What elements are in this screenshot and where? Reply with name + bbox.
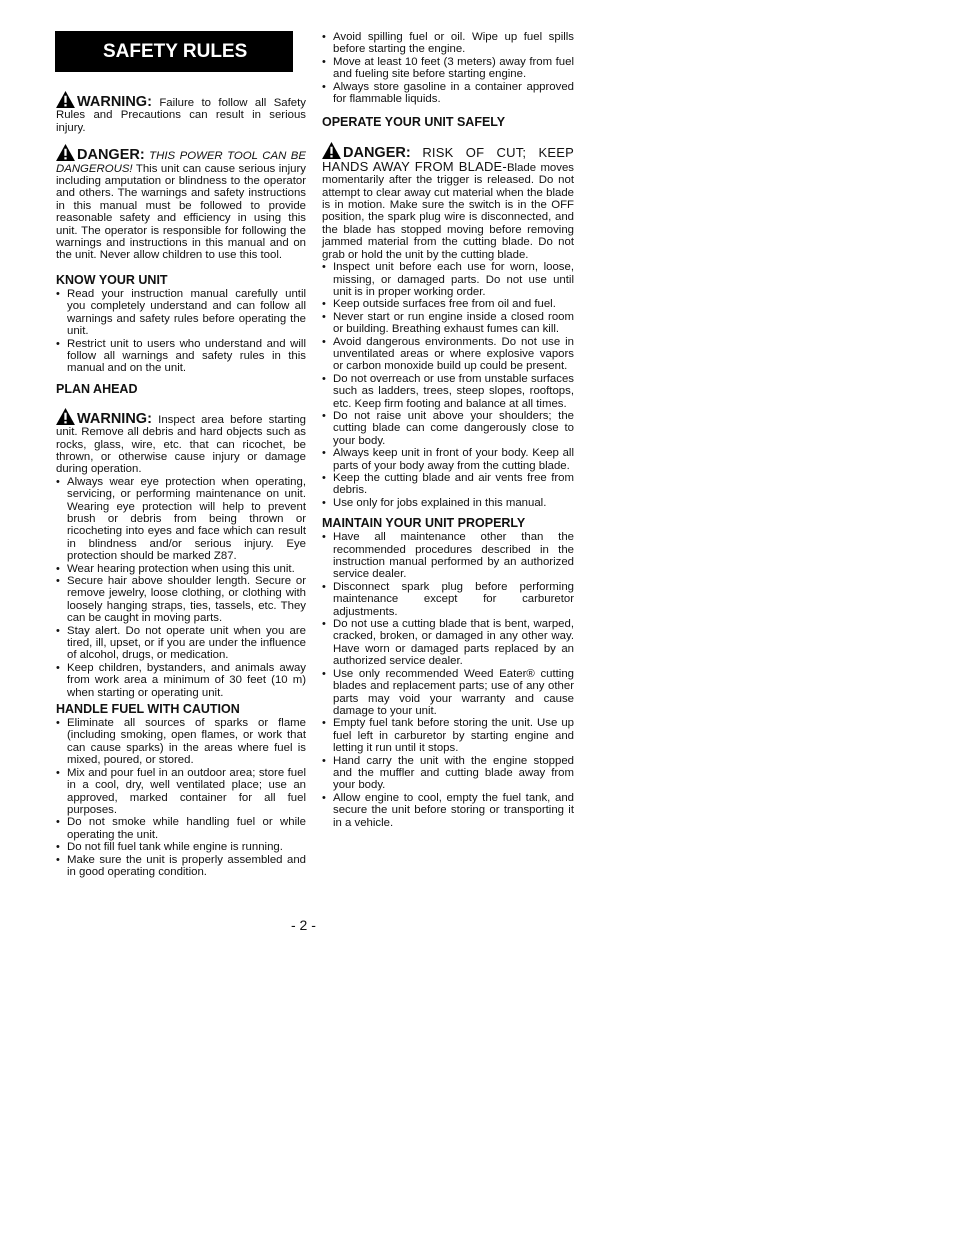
warning-triangle-icon bbox=[56, 408, 75, 425]
warning-triangle-icon bbox=[56, 91, 75, 108]
list-item: • Do not use a cutting blade that is bent, warped, cracked, broken, or damaged in any other way. Have worn or damaged parts replaced by an authorized service dealer. bbox=[322, 618, 574, 668]
danger-paragraph bbox=[56, 144, 306, 262]
list-item: • Mix and pour fuel in an outdoor area; store fuel in a cool, dry, well ventilated place; use an approved, marked container for all fuel purposes. bbox=[56, 767, 306, 817]
list-item: • Do not smoke while handling fuel or while operating the unit. bbox=[56, 816, 306, 841]
list-item: • Read your instruction manual carefully until you completely understand and can follow all warnings and safety rules before operating the unit. bbox=[56, 288, 306, 338]
list-item: • Keep children, bystanders, and animals away from work area a minimum of 30 feet (10 m) when starting or operating unit. bbox=[56, 662, 306, 699]
right-column bbox=[322, 31, 574, 829]
list-item: • Avoid dangerous environments. Do not use in unventilated areas or where explosive vapors or carbon monoxide build up could be present. bbox=[322, 336, 574, 373]
warning-text: Inspect area before starting unit. Remove all debris and hard objects such as rocks, glass, wire, etc. that can ricochet, be thrown, or otherwise cause injury or damage during operation. bbox=[56, 413, 306, 476]
warning-label: WARNING: bbox=[77, 410, 152, 427]
warning-triangle-icon bbox=[56, 144, 75, 161]
operate-safely-list bbox=[322, 261, 574, 509]
danger-caps-text: RISK OF CUT; KEEP HANDS AWAY FROM BLADE- bbox=[322, 145, 574, 174]
list-item: • Never start or run engine inside a closed room or building. Breathing exhaust fumes can kill. bbox=[322, 311, 574, 336]
list-item: • Keep the cutting blade and air vents free from debris. bbox=[322, 472, 574, 497]
list-item: • Move at least 10 feet (3 meters) away from fuel and fueling site before starting engine. bbox=[322, 56, 574, 81]
page-number: - 2 - bbox=[291, 917, 316, 933]
danger-label: DANGER: bbox=[77, 147, 145, 164]
maintain-unit-heading: MAINTAIN YOUR UNIT PROPERLY bbox=[322, 516, 526, 531]
list-item: • Avoid spilling fuel or oil. Wipe up fuel spills before starting the engine. bbox=[322, 31, 574, 56]
list-item: • Stay alert. Do not operate unit when you are tired, ill, upset, or if you are under the influence of alcohol, drugs, or medication. bbox=[56, 625, 306, 662]
operate-danger-paragraph bbox=[322, 142, 574, 261]
danger-label: DANGER: bbox=[343, 145, 411, 162]
list-item: • Have all maintenance other than the recommended procedures described in the instruction manual performed by an authorized service dealer. bbox=[322, 531, 574, 581]
danger-text: Blade moves momentarily after the trigger is released. Do not attempt to clear away cut material when the blade is in motion. Make sure the switch is in the OFF position, the spark plug wire is disconnected, and the blade has stopped moving before removing jammed material from the cutting blade. Do not grab or hold the unit by the cutting blade. bbox=[322, 161, 574, 261]
know-your-unit-list bbox=[56, 288, 306, 375]
left-column bbox=[56, 31, 306, 878]
list-item: • Do not overreach or use from unstable surfaces such as ladders, trees, steep slopes, rooftops, etc. Keep firm footing and balance at all times. bbox=[322, 373, 574, 410]
operate-safely-heading: OPERATE YOUR UNIT SAFELY bbox=[322, 115, 506, 130]
list-item: • Keep outside surfaces free from oil and fuel. bbox=[322, 298, 574, 310]
list-item: • Always store gasoline in a container approved for flammable liquids. bbox=[322, 81, 574, 106]
fuel-continued-list bbox=[322, 31, 574, 105]
maintain-unit-list bbox=[322, 531, 574, 829]
handle-fuel-list bbox=[56, 717, 306, 878]
warning-label: WARNING: bbox=[77, 94, 152, 110]
warning-text: Failure to follow all Safety Rules and Precautions can result in serious injury. bbox=[56, 97, 306, 134]
list-item: • Inspect unit before each use for worn, loose, missing, or damaged parts. Do not use until unit is in proper working order. bbox=[322, 261, 574, 298]
warning-triangle-icon bbox=[322, 142, 341, 159]
danger-text: This unit can cause serious injury including amputation or blindness to the operator and others. The warnings and safety instructions in this manual must be followed to provide reasonable safety and efficiency in using this unit. The operator is responsible for following the warnings and instructions in this manual and on the unit. Never allow children to use this tool. bbox=[56, 162, 306, 262]
list-item: • Wear hearing protection when using this unit. bbox=[56, 563, 306, 575]
list-item: • Disconnect spark plug before performing maintenance except for carburetor adjustments. bbox=[322, 581, 574, 618]
warning-paragraph bbox=[56, 91, 306, 134]
list-item: • Use only for jobs explained in this manual. bbox=[322, 497, 574, 509]
list-item: • Always keep unit in front of your body. Keep all parts of your body away from the cutting blade. bbox=[322, 447, 574, 472]
list-item: • Do not fill fuel tank while engine is running. bbox=[56, 841, 306, 853]
list-item: • Secure hair above shoulder length. Secure or remove jewelry, loose clothing, or clothing with loosely hanging straps, ties, tassels, etc. They can be caught in moving parts. bbox=[56, 575, 306, 625]
danger-lead: THIS POWER TOOL CAN BE DANGEROUS! bbox=[56, 150, 306, 175]
plan-ahead-list bbox=[56, 476, 306, 699]
know-your-unit-heading: KNOW YOUR UNIT bbox=[56, 272, 168, 287]
list-item: • Empty fuel tank before storing the unit. Use up fuel left in carburetor by starting engine and letting it run until it stops. bbox=[322, 717, 574, 754]
list-item: • Make sure the unit is properly assembled and in good operating condition. bbox=[56, 854, 306, 879]
plan-warning-paragraph bbox=[56, 408, 306, 476]
plan-ahead-heading: PLAN AHEAD bbox=[56, 381, 138, 396]
list-item: • Restrict unit to users who understand and will follow all warnings and safety rules in this manual and on the unit. bbox=[56, 338, 306, 375]
list-item: • Do not raise unit above your shoulders; the cutting blade can come dangerously close to your body. bbox=[322, 410, 574, 447]
handle-fuel-heading: HANDLE FUEL WITH CAUTION bbox=[56, 702, 240, 717]
list-item: • Allow engine to cool, empty the fuel tank, and secure the unit before storing or transporting it in a vehicle. bbox=[322, 792, 574, 829]
list-item: • Use only recommended Weed Eater® cutting blades and replacement parts; use of any other parts may void your warranty and cause damage to your unit. bbox=[322, 668, 574, 718]
page-title: SAFETY RULES bbox=[55, 31, 293, 72]
list-item: • Eliminate all sources of sparks or flame (including smoking, open flames, or work that can cause sparks) in the areas where fuel is mixed, poured, or stored. bbox=[56, 717, 306, 767]
list-item: • Hand carry the unit with the engine stopped and the muffler and cutting blade away from your body. bbox=[322, 755, 574, 792]
list-item: • Always wear eye protection when operating, servicing, or performing maintenance on unit. Wearing eye protection will help to prevent brush or debris from being thrown or ricocheting into eyes and face which can result in blindness and/or serious injury. Eye protection should be marked Z87. bbox=[56, 476, 306, 563]
